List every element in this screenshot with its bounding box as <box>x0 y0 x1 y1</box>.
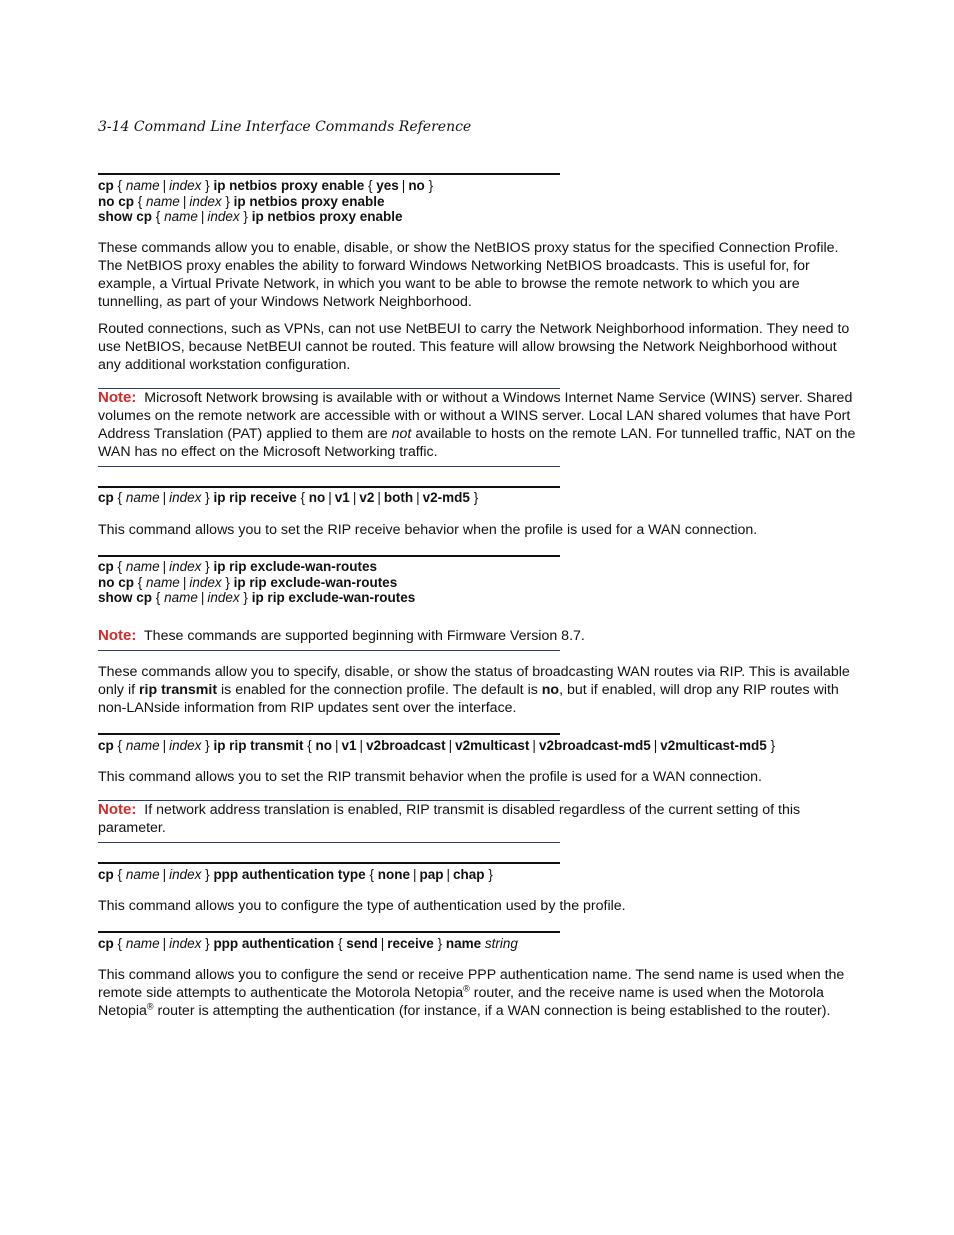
command-line: cp { name | index } ip rip exclude-wan-routes <box>98 559 377 574</box>
registered-mark: ® <box>463 983 470 994</box>
command-line: no cp { name | index } ip rip exclude-wan-routes <box>98 574 398 590</box>
command-line: cp { name | index } ip netbios proxy enable { yes | no } <box>98 178 434 193</box>
command-line: cp { name | index } ip rip transmit { no | v1 | v2broadcast | v2multicast | v2broadcast-md5 | v2multicast-md5 } <box>98 738 776 753</box>
paragraph: These commands allow you to enable, disable, or show the NetBIOS proxy status for the specified Connection Profile. The NetBIOS proxy enables the ability to forward Windows Networking NetBIOS broadcasts. This is useful for, for example, a Virtual Private Network, in which you want to be able to browse the remote network to which you are tunnelling, as part of your Windows Network Neighborhood. <box>98 240 839 310</box>
command-line: show cp { name | index } ip rip exclude-wan-routes <box>98 590 416 606</box>
note-rule-bottom <box>98 466 560 467</box>
registered-mark: ® <box>146 1001 154 1012</box>
command-syntax-block <box>98 178 433 225</box>
note-block: Note: If network address translation is enabled, RIP transmit is disabled regardless of the current setting of this parameter. <box>98 801 801 836</box>
command-syntax-block <box>98 738 868 754</box>
paragraph: This command allows you to configure the type of authentication used by the profile. <box>98 898 626 914</box>
note-label: Note: <box>98 801 137 818</box>
command-line: show cp { name | index } ip netbios proxy enable <box>98 209 403 225</box>
command-rule <box>98 931 560 933</box>
note-label: Note: <box>98 627 137 644</box>
command-syntax-block <box>98 490 478 506</box>
command-rule <box>98 486 560 488</box>
command-syntax-block <box>98 559 415 606</box>
command-line: cp { name | index } ppp authentication { send | receive } name string <box>98 936 518 951</box>
command-rule <box>98 862 560 864</box>
command-line: cp { name | index } ip rip receive { no | v1 | v2 | both | v2-md5 } <box>98 490 479 505</box>
command-syntax-block <box>98 867 493 883</box>
paragraph: This command allows you to configure the send or receive PPP authentication name. The send name is used when the remote side attempts to authenticate the Motorola Netopia® router, and the receive name is used when the Motorola Netopia® router is attempting the authentication (for instance, if a WAN connection is being established to the router). <box>98 967 845 1019</box>
paragraph: This command allows you to set the RIP transmit behavior when the profile is used for a WAN connection. <box>98 769 762 785</box>
command-rule <box>98 173 560 175</box>
command-line: cp { name | index } ppp authentication type { none | pap | chap } <box>98 867 493 882</box>
note-label: Note: <box>98 389 137 406</box>
command-syntax-block <box>98 936 518 952</box>
note-block: Note: Microsoft Network browsing is available with or without a Windows Internet Name Service (WINS) server. Shared volumes on the remote network are accessible with or without a WINS server. Local LAN shared volumes that have Port Address Translation (PAT) applied to them are not available to hosts on the remote LAN. For tunnelled traffic, NAT on the WAN has no effect on the Microsoft Networking traffic. <box>98 389 856 460</box>
command-rule <box>98 733 560 735</box>
paragraph: Routed connections, such as VPNs, can not use NetBEUI to carry the Network Neighborhood information. They need to use NetBIOS, because NetBEUI cannot be routed. This feature will allow browsing the Network Neighborhood without any additional workstation configuration. <box>98 321 850 373</box>
paragraph: These commands allow you to specify, disable, or show the status of broadcasting WAN routes via RIP. This is available only if rip transmit is enabled for the connection profile. The default is no, but if enabled, will drop any RIP routes with non-LANside information from RIP updates sent over the interface. <box>98 664 850 716</box>
note-block: Note: These commands are supported beginning with Firmware Version 8.7. <box>98 627 585 644</box>
note-rule-bottom <box>98 650 560 651</box>
page-header: 3-14 Command Line Interface Commands Reference <box>98 119 472 135</box>
paragraph: This command allows you to set the RIP receive behavior when the profile is used for a WAN connection. <box>98 522 758 538</box>
command-line: no cp { name | index } ip netbios proxy enable <box>98 193 385 209</box>
command-rule <box>98 555 560 557</box>
note-rule-bottom <box>98 842 560 843</box>
